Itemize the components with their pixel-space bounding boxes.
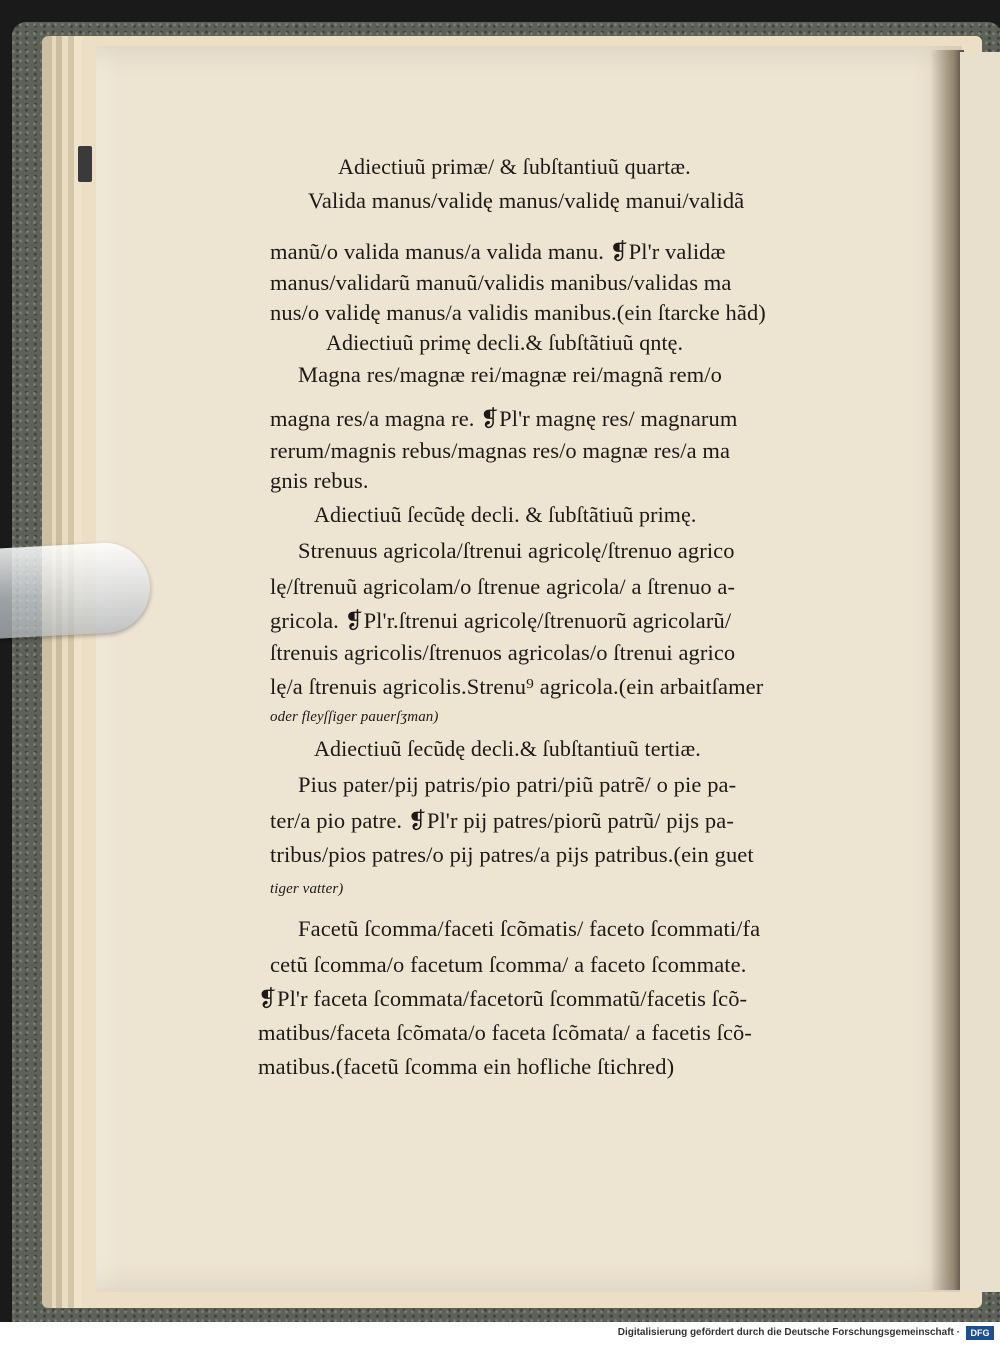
- text-line: Valida manus/validę manus/validę manui/validã: [308, 188, 745, 213]
- text-line: Magna res/magnæ rei/magnæ rei/magnã rem/o: [298, 362, 722, 387]
- footer-credit: Digitalisierung gefördert durch die Deutsche Forschungsgemeinschaft ·: [617, 1327, 960, 1338]
- text-line: Adiectiuũ ſecũdę decli.& ſubſtantiuũ tertiæ.: [314, 736, 701, 761]
- text-line: Adiectiuũ primę decli.& ſubſtãtiuũ qntę.: [326, 330, 684, 355]
- text-line: manus/validarũ manuũ/validis manibus/validas ma: [270, 270, 732, 295]
- dfg-logo-icon[interactable]: DFG: [966, 1326, 994, 1340]
- text-line: nus/o validę manus/a validis manibus.(ein ſtarcke hãd): [270, 300, 766, 325]
- text-line: ❡Pl'r faceta ſcommata/facetorũ ſcommatũ/facetis ſcõ-: [258, 986, 748, 1011]
- text-line: manũ/o valida manus/a valida manu. ❡Pl'r validæ: [270, 239, 726, 264]
- text-line: lę/ſtrenuũ agricolam/o ſtrenue agricola/ a ſtrenuo a-: [270, 574, 736, 599]
- text-line: ter/a pio patre. ❡Pl'r pij patres/piorũ patrũ/ pijs pa-: [270, 808, 734, 833]
- text-line: rerum/magnis rebus/magnas res/o magnæ res/a ma: [270, 438, 731, 463]
- text-line: Adiectiuũ ſecũdę decli. & ſubſtãtiuũ primę.: [314, 502, 697, 527]
- text-line: Strenuus agricola/ſtrenui agricolę/ſtrenuo agrico: [298, 538, 735, 563]
- text-line: ſtrenuis agricolis/ſtrenuos agricolas/o ſtrenui agrico: [270, 640, 736, 665]
- right-page-edge: [960, 52, 1000, 1292]
- text-line: Facetũ ſcomma/faceti ſcõmatis/ faceto ſcommati/fa: [298, 916, 761, 941]
- text-line: magna res/a magna re. ❡Pl'r magnę res/ magnarum: [270, 406, 738, 431]
- text-line: Adiectiuũ primæ/ & ſubſtantiuũ quartæ.: [338, 154, 691, 179]
- text-line: lę/a ſtrenuis agricolis.Strenu⁹ agricola.(ein arbaitſamer: [270, 674, 764, 699]
- footer-bar: [0, 1322, 1000, 1345]
- text-line: gricola. ❡Pl'r.ſtrenui agricolę/ſtrenuorũ agricolarũ/: [270, 608, 732, 633]
- text-line: oder fleyſſiger pauerſʒman): [270, 709, 439, 725]
- page-clip: [0, 541, 152, 640]
- book-gutter: [930, 50, 964, 1290]
- text-line: matibus.(facetũ ſcomma ein hofliche ſtichred): [258, 1054, 675, 1079]
- left-page: [96, 46, 962, 1292]
- text-line: tribus/pios patres/o pij patres/a pijs patribus.(ein guet: [270, 842, 754, 867]
- text-line: matibus/faceta ſcõmata/o faceta ſcõmata/ a facetis ſcõ-: [258, 1020, 752, 1045]
- text-line: Pius pater/pij patris/pio patri/piũ patrẽ/ o pie pa-: [298, 772, 737, 797]
- text-line: gnis rebus.: [270, 468, 369, 493]
- bookmark-tab: [78, 146, 92, 182]
- text-line: cetũ ſcomma/o facetum ſcomma/ a faceto ſcommate.: [270, 952, 747, 977]
- text-line: tiger vatter): [270, 881, 344, 897]
